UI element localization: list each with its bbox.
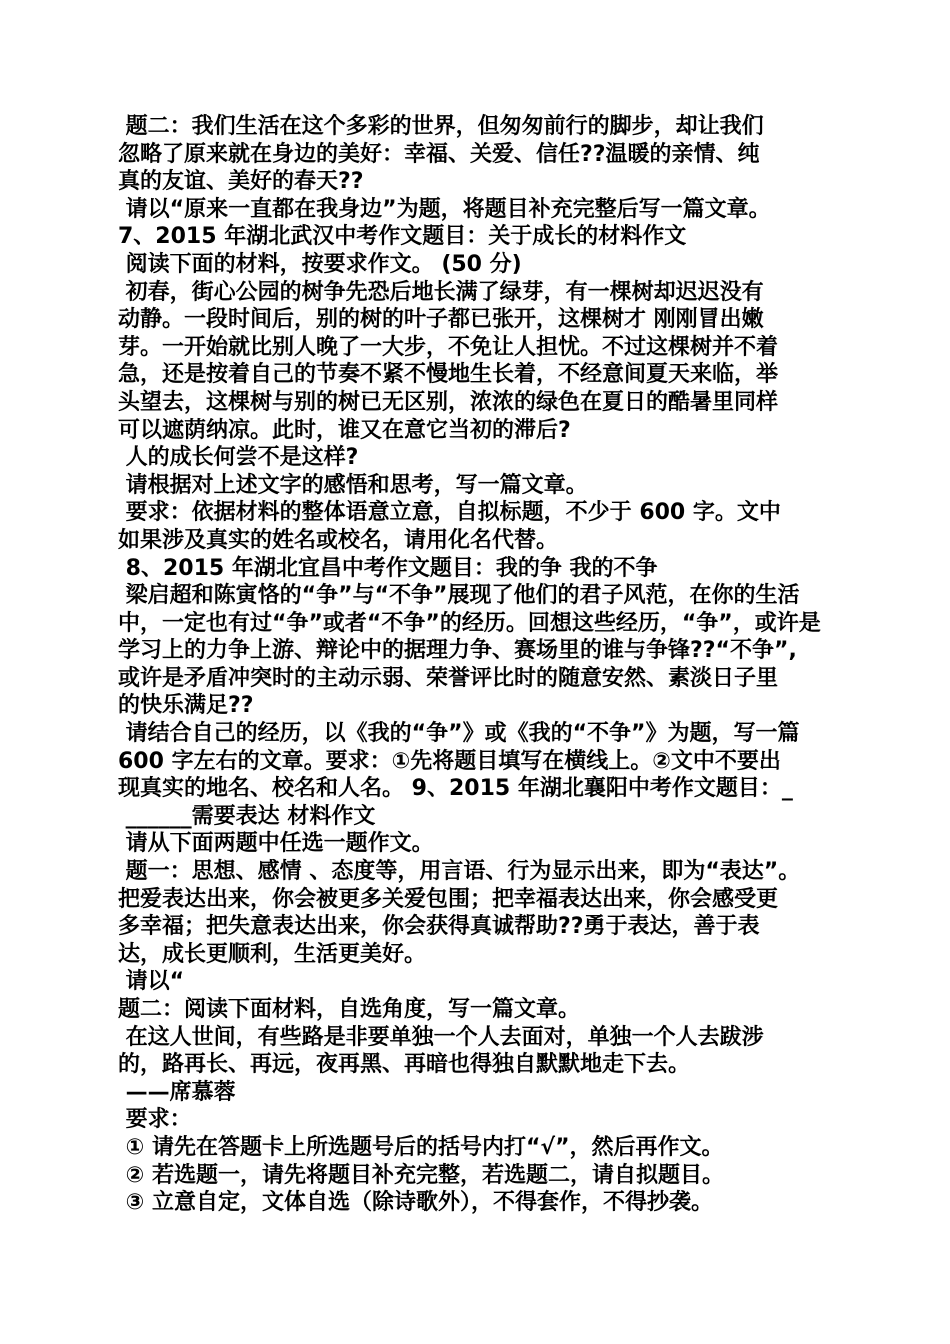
text-line: 头望去，这棵树与别的树已无区别，浓浓的绿色在夏日的酷暑里同样 <box>118 389 779 415</box>
text-line: 在这人世间，有些路是非要单独一个人去面对，单独一个人去跋涉 <box>118 1024 764 1050</box>
text-line: 题二：阅读下面材料，自选角度，写一篇文章。 <box>118 997 581 1022</box>
text-line: 初春，街心公园的树争先恐后地长满了绿芽，有一棵树却迟迟没有 <box>118 279 764 305</box>
text-line: 芽。一开始就比别人晚了一大步，不免让人担忧。不过这棵树并不着 <box>118 334 779 360</box>
text-line: 学习上的力争上游、辩论中的据理力争、赛场里的谁与争锋??“不争”, <box>118 638 797 664</box>
text-line: 600 字左右的文章。要求：①先将题目填写在横线上。②文中不要出 <box>118 748 781 774</box>
text-line: 请以“原来一直都在我身边”为题，将题目补充完整后写一篇文章。 <box>118 196 771 222</box>
text-line: 请以“ <box>118 969 185 995</box>
text-line: ② 若选题一，请先将题目补充完整，若选题二，请自拟题目。 <box>118 1162 724 1188</box>
text-line: ① 请先在答题卡上所选题号后的括号内打“√”，然后再作文。 <box>118 1134 724 1160</box>
text-line: 达，成长更顺利，生活更美好。 <box>118 941 427 967</box>
text-line: 多幸福；把失意表达出来，你会获得真诚帮助??勇于表达，善于表 <box>118 914 760 940</box>
text-line: 要求：依据材料的整体语意立意，自拟标题，不少于 600 字。文中 <box>118 500 781 526</box>
text-line: 的快乐满足?? <box>118 693 254 719</box>
text-line: 请从下面两题中任选一题作文。 <box>118 831 434 857</box>
text-line: 题二：我们生活在这个多彩的世界，但匆匆前行的脚步，却让我们 <box>118 114 764 139</box>
text-line: 如果涉及真实的姓名或校名，请用化名代替。 <box>118 527 559 553</box>
text-line: 要求： <box>118 1107 192 1133</box>
text-line: ______需要表达 材料作文 <box>118 803 376 829</box>
text-line: 忽略了原来就在身边的美好：幸福、关爱、信任??温暖的亲情、纯 <box>118 141 760 167</box>
text-line: 或许是矛盾冲突时的主动示弱、荣誉评比时的随意安然、素淡日子里 <box>118 665 779 691</box>
text-line: ③ 立意自定，文体自选（除诗歌外），不得套作，不得抄袭。 <box>118 1190 713 1216</box>
document-body <box>118 113 838 1217</box>
text-line: 真的友谊、美好的春天?? <box>118 169 364 195</box>
text-line: 动静。一段时间后，别的树的叶子都已张开，这棵树才 刚刚冒出嫩 <box>118 307 764 333</box>
text-line: 7、2015 年湖北武汉中考作文题目：关于成长的材料作文 <box>118 224 687 250</box>
text-line: 中，一定也有过“争”或者“不争”的经历。回想这些经历，“争”，或许是 <box>118 610 821 636</box>
text-line: 8、2015 年湖北宜昌中考作文题目：我的争 我的不争 <box>118 555 658 581</box>
text-line: 可以遮荫纳凉。此时，谁又在意它当初的滞后? <box>118 417 571 443</box>
text-line: 请结合自己的经历，以《我的“争”》或《我的“不争”》为题，写一篇 <box>118 721 800 747</box>
text-line: 人的成长何尝不是这样? <box>118 445 359 471</box>
text-line: 的，路再长、再远，夜再黑、再暗也得独自默默地走下去。 <box>118 1052 691 1078</box>
text-line: 急，还是按着自己的节奏不紧不慢地生长着，不经意间夏天来临，举 <box>118 362 779 388</box>
text-line: 现真实的地名、校名和人名。 9、2015 年湖北襄阳中考作文题目：_ <box>118 776 793 802</box>
text-line: ——席慕蓉 <box>118 1079 236 1105</box>
text-line: 请根据对上述文字的感悟和思考，写一篇文章。 <box>118 472 588 498</box>
text-line: 梁启超和陈寅恪的“争”与“不争”展现了他们的君子风范，在你的生活 <box>118 583 800 609</box>
text-line: 阅读下面的材料，按要求作文。 (50 分) <box>118 251 522 277</box>
text-line: 把爱表达出来，你会被更多关爱包围；把幸福表达出来，你会感受更 <box>118 886 779 912</box>
text-line: 题一：思想、感情 、态度等，用言语、行为显示出来，即为“表达”。 <box>118 859 801 885</box>
